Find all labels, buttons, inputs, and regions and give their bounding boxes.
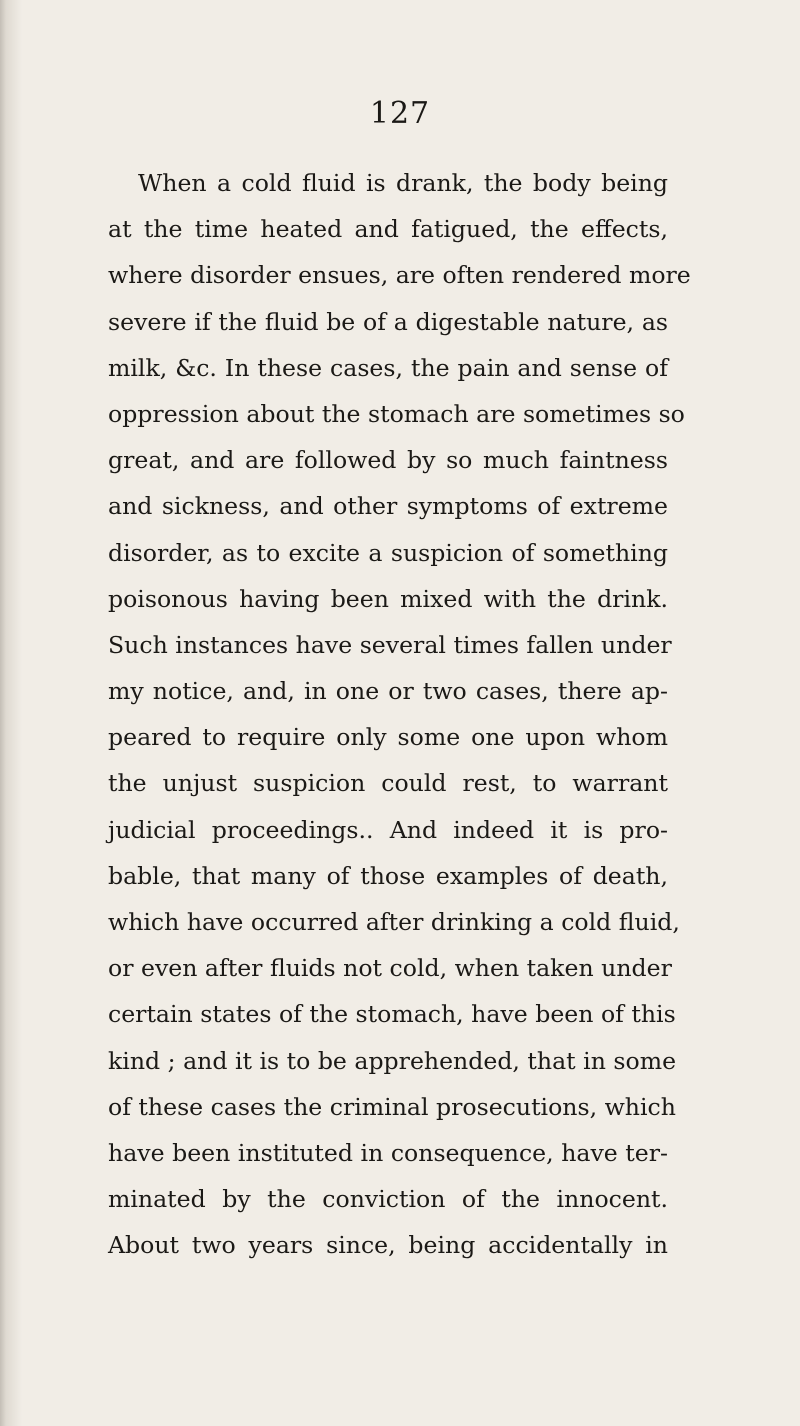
- text-line: of these cases the criminal prosecutions, which: [108, 1092, 676, 1121]
- text-line: and sickness, and other symptoms of extreme: [108, 492, 668, 521]
- text-line: About two years since, being accidentally in: [108, 1231, 668, 1260]
- page-number: 127: [369, 96, 431, 131]
- text-line: severe if the fluid be of a digestable nature, as: [108, 307, 668, 336]
- text-line: or even after fluids not cold, when taken under: [108, 954, 672, 983]
- text-line: oppression about the stomach are sometimes so: [108, 399, 685, 428]
- text-line: my notice, and, in one or two cases, there ap-: [108, 677, 668, 706]
- text-line: have been instituted in consequence, have ter-: [108, 1138, 668, 1167]
- text-line: judicial proceedings.. And indeed it is pro-: [108, 815, 668, 844]
- text-line: bable, that many of those examples of death,: [108, 861, 668, 890]
- text-line: certain states of the stomach, have been of this: [108, 1000, 676, 1029]
- body-text: [108, 160, 691, 1269]
- text-line: When a cold fluid is drank, the body being: [138, 169, 668, 197]
- text-line: at the time heated and fatigued, the effects,: [108, 215, 668, 244]
- text-line: where disorder ensues, are often rendered more: [108, 261, 691, 290]
- text-line: kind ; and it is to be apprehended, that in some: [108, 1046, 677, 1075]
- text-line: the unjust suspicion could rest, to warrant: [108, 769, 668, 798]
- text-line: which have occurred after drinking a cold fluid,: [108, 908, 680, 936]
- text-line: peared to require only some one upon whom: [108, 723, 668, 752]
- text-line: poisonous having been mixed with the drink.: [108, 584, 668, 613]
- text-line: great, and are followed by so much faintness: [108, 446, 668, 475]
- text-line: Such instances have several times fallen under: [108, 630, 672, 659]
- text-line: minated by the conviction of the innocent.: [108, 1185, 668, 1214]
- text-line: disorder, as to excite a suspicion of something: [108, 538, 668, 567]
- text-line: milk, &c. In these cases, the pain and sense of: [108, 353, 668, 382]
